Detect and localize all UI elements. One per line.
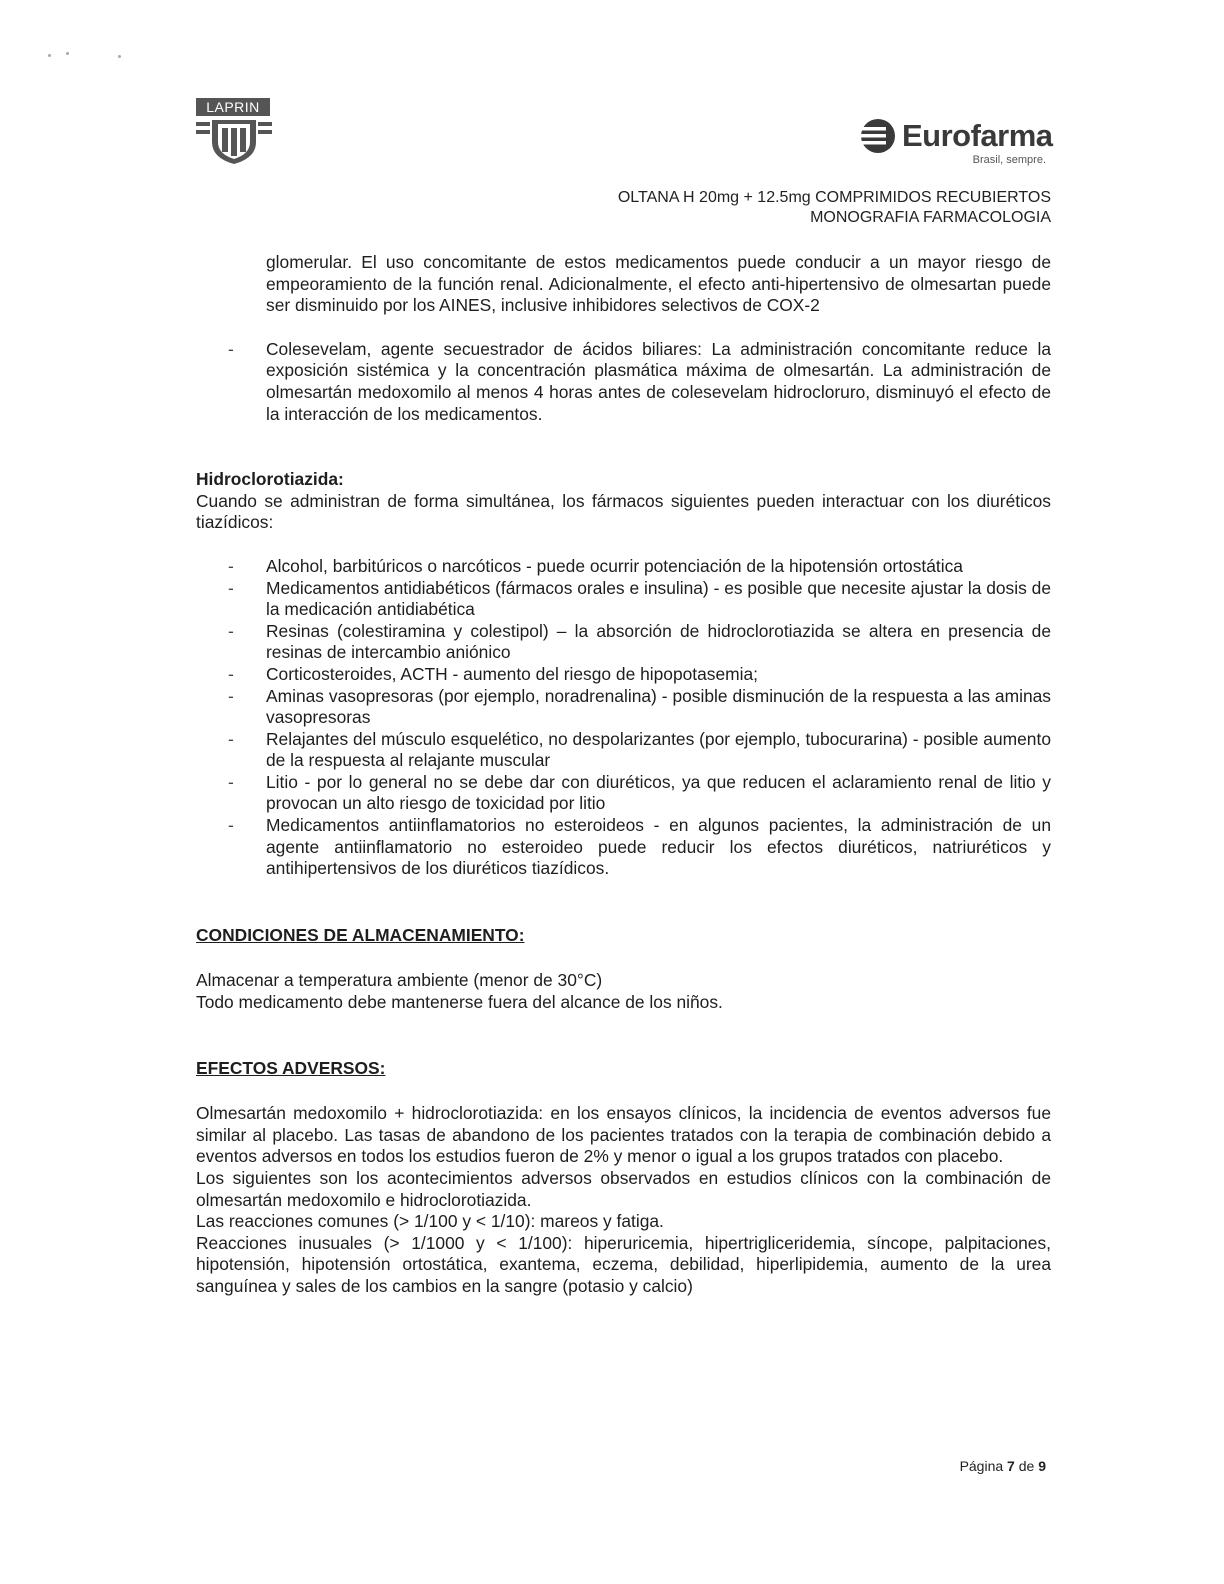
adverse-paragraph: Olmesartán medoxomilo + hidroclorotiazida: en los ensayos clínicos, la incidencia de eventos adversos fue similar al placebo. Las tasas de abandono de los pacientes tratados con la terapia de combinación debido a eventos adversos en todos los estudios fueron de 2% y menor o igual a los grupos tratados con placebo. [196,1103,1051,1167]
storage-children-warning: Todo medicamento debe mantenerse fuera del alcance de los niños. [196,992,723,1013]
page-of: de [1018,1458,1035,1474]
page-label: Página [959,1458,1004,1474]
page-current: 7 [1007,1458,1015,1474]
laprin-logo-text: LAPRIN [196,98,270,116]
scan-speck [118,55,121,58]
document-subtitle: MONOGRAFIA FARMACOLOGIA [810,209,1051,226]
laprin-shield-icon [196,118,272,166]
hydrochlorothiazide-intro: Cuando se administran de forma simultánea, los fármacos siguientes pueden interactuar con los diuréticos tiazídicos: [196,490,1051,533]
hydrochlorothiazide-interactions-list [196,556,1051,880]
storage-temperature: Almacenar a temperatura ambiente (menor de 30°C) [196,970,603,991]
adverse-common-reactions: Las reacciones comunes (> 1/100 y < 1/10): mareos y fatiga. [196,1211,664,1232]
list-item: - Alcohol, barbitúricos o narcóticos - puede ocurrir potenciación de la hipotensión ortostática [196,556,1051,578]
olmesartan-interactions-list [196,339,1051,425]
storage-section-title: CONDICIONES DE ALMACENAMIENTO: [196,924,525,945]
eurofarma-brand: Eurofarma [902,118,1053,153]
scan-speck [66,52,69,55]
eurofarma-tagline: Brasil, sempre. [972,154,1046,166]
adverse-effects-section-title: EFECTOS ADVERSOS: [196,1057,386,1078]
list-item: - Aminas vasopresoras (por ejemplo, noradrenalina) - posible disminución de la respuesta a las aminas vasopresoras [196,686,1051,729]
list-item: - Litio - por lo general no se debe dar con diuréticos, ya que reducen el aclaramiento renal de litio y provocan un alto riesgo de toxicidad por litio [196,772,1051,815]
adverse-paragraph: Los siguientes son los acontecimientos adversos observados en estudios clínicos con la combinación de olmesartán medoxomilo e hidroclorotiazida. [196,1168,1051,1210]
list-item: - Relajantes del músculo esquelético, no despolarizantes (por ejemplo, tubocurarina) - posible aumento de la respuesta al relajante muscular [196,729,1051,772]
list-item: - Colesevelam, agente secuestrador de ácidos biliares: La administración concomitante reduce la exposición sistémica y la concentración plasmática máxima de olmesartán. La administración de olmesartán medoxomilo al menos 4 horas antes de colesevelam hidrocloruro, disminuyó el efecto de la interacción de los medicamentos. [196,339,1051,425]
laprin-logo [196,98,276,170]
list-item: - Resinas (colestiramina y colestipol) – la absorción de hidroclorotiazida se altera en presencia de resinas de intercambio aniónico [196,621,1051,664]
document-header [618,188,1051,228]
hydrochlorothiazide-heading: Hidroclorotiazida: [196,469,344,490]
eurofarma-mark-icon [858,116,898,156]
main-content [196,252,1051,1298]
document-title: OLTANA H 20mg + 12.5mg COMPRIMIDOS RECUBIERTOS [617,189,1051,206]
eurofarma-logo [858,116,1053,168]
list-item: - Medicamentos antidiabéticos (fármacos orales e insulina) - es posible que necesite ajustar la dosis de la medicación antidiabética [196,578,1051,621]
adverse-unusual-reactions: Reacciones inusuales (> 1/1000 y < 1/100): hiperuricemia, hipertrigliceridemia, síncope, palpitaciones, hipotensión, hipotensión ortostática, exantema, eczema, debilidad, hiperlipidemia, aumento de la urea sanguínea y sales de los cambios en la sangre (potasio y calcio) [196,1232,1051,1296]
list-item: - Medicamentos antiinflamatorios no esteroideos - en algunos pacientes, la administración de un agente antiinflamatorio no esteroideo puede reducir los efectos diuréticos, natriuréticos y antihipertensivos de los diuréticos tiazídicos. [196,815,1051,880]
page-number [960,1458,1046,1474]
list-item: - Corticosteroides, ACTH - aumento del riesgo de hipopotasemia; [196,664,1051,686]
intro-continuation: glomerular. El uso concomitante de estos medicamentos puede conducir a un mayor riesgo de empeoramiento de la función renal. Adicionalmente, el efecto anti-hipertensivo de olmesartan puede ser disminuido por los AINES, inclusive inhibidores selectivos de COX-2 [266,252,1051,316]
page-total: 9 [1038,1458,1046,1474]
scan-speck [48,54,51,57]
